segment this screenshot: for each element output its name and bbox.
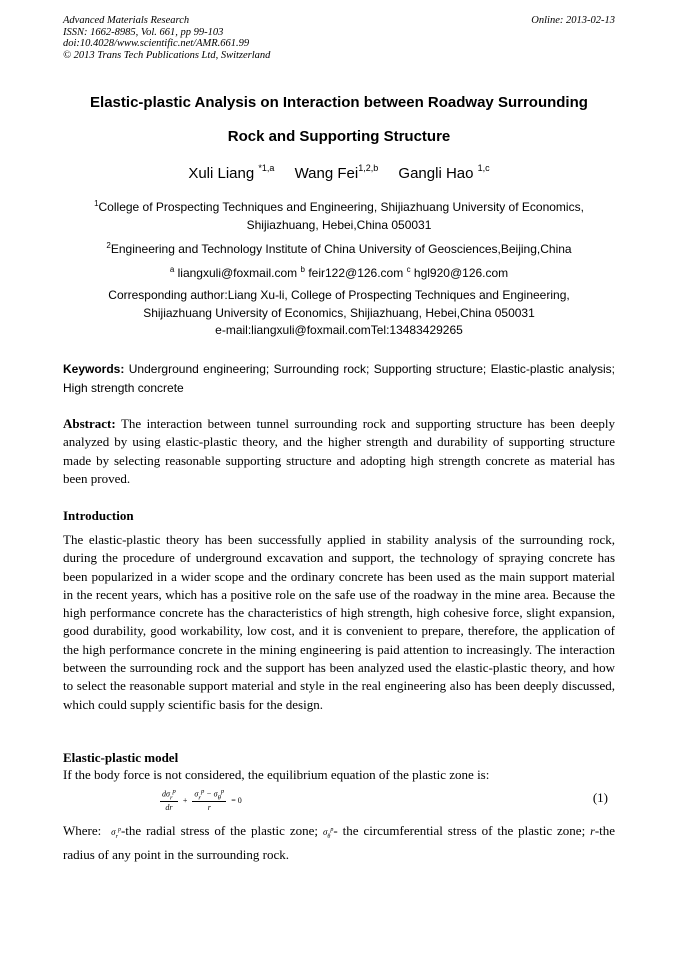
copyright-line: © 2013 Trans Tech Publications Ltd, Switzerland bbox=[63, 49, 271, 61]
author bbox=[295, 165, 379, 182]
section-heading-introduction: Introduction bbox=[63, 508, 134, 523]
where-paragraph bbox=[63, 821, 615, 864]
equation-fraction: $\frac{\sigma_r^p - \sigma_\theta^p}{r}$ bbox=[194, 788, 225, 813]
corresponding-author bbox=[60, 287, 618, 340]
issn-line: ISSN: 1662-8985, Vol. 661, pp 99-103 bbox=[63, 26, 224, 38]
email-line bbox=[60, 261, 618, 283]
corresponding-line: e-mail:liangxuli@foxmail.comTel:13483429265 bbox=[215, 323, 463, 337]
journal-header bbox=[63, 15, 615, 61]
email-sup: a bbox=[169, 265, 175, 274]
email-sup: c bbox=[406, 265, 411, 274]
affil-sup: 2 bbox=[106, 241, 111, 250]
section-heading-model: Elastic-plastic model bbox=[63, 750, 179, 765]
author-affil-sup: 1,c bbox=[477, 163, 490, 173]
model-paragraph: If the body force is not considered, the equilibrium equation of the plastic zone is: bbox=[63, 767, 490, 782]
affil-sup: 1 bbox=[94, 199, 99, 208]
keywords bbox=[63, 360, 615, 398]
symbol-sigma-r: $\sigma_r^p$ bbox=[111, 827, 121, 840]
author-list bbox=[40, 158, 638, 184]
equation-1: $\frac{d\sigma_r^p}{dr}$ + $\frac{\sigma_r^p - \sigma_\theta^p}{r}$ = 0 bbox=[162, 788, 242, 813]
author-name: Wang Fei bbox=[294, 165, 359, 182]
email-link[interactable]: hgl920@126.com bbox=[413, 266, 509, 280]
keywords-text: Underground engineering; Surrounding rock; Supporting structure; Elastic-plastic analysis; High strength concrete bbox=[63, 362, 615, 395]
equation-number: (1) bbox=[592, 790, 608, 805]
corresponding-line: Shijiazhuang University of Economics, Shijiazhuang, Hebei,China 050031 bbox=[143, 305, 535, 320]
affil-text: Engineering and Technology Institute of China University of Geosciences,Beijing,China bbox=[110, 242, 572, 256]
affil-text: College of Prospecting Techniques and Engineering, Shijiazhuang University of Economics, bbox=[98, 200, 584, 214]
email-link[interactable]: liangxuli@foxmail.com bbox=[177, 266, 298, 280]
symbol-r: r bbox=[590, 824, 595, 838]
where-label: Where: bbox=[63, 823, 102, 838]
author bbox=[398, 165, 489, 182]
introduction-paragraph: The elastic-plastic theory has been successfully applied in stability analysis of the surrounding rock, during the procedure of underground excavation and support, the technology of spraying concrete has been popularized in a wider scope and the ordinary concrete has been used as the main support material in the recent years, which has a positive role on the safe use of the roadway in the mine area. Because the high performance concrete has the characteristics of high strength, high cohesive force, slight expansion, good durability, good workability, low cost, and it is convenient to prepare, therefore, the application of the high performance concrete in the mining engineering is paid attention to increasingly. The interaction between the surrounding rock and the support has been analyzed used the elastic-plastic theory, and how to select the reasonable support material and style in the real engineering also has been deeply discussed, which could supply scientific basis for the design. bbox=[63, 532, 615, 712]
affiliation-1 bbox=[60, 195, 618, 234]
title-line-1: Elastic-plastic Analysis on Interaction between Roadway Surrounding bbox=[90, 94, 588, 111]
where-r-text: -the radius of any point in the surrounding rock. bbox=[63, 823, 616, 863]
where-radial-text: -the radial stress of the plastic zone; bbox=[120, 823, 319, 838]
symbol-sigma-theta: $\sigma_\theta^p$ bbox=[322, 827, 334, 840]
online-date: Online: 2013-02-13 bbox=[531, 15, 615, 26]
where-circ-text: - the circumferential stress of the plastic zone; bbox=[333, 823, 586, 838]
keywords-label: Keywords: bbox=[63, 362, 125, 376]
doi-line: doi:10.4028/www.scientific.net/AMR.661.99 bbox=[63, 38, 250, 49]
email-sup: b bbox=[300, 265, 305, 274]
abstract-text: The interaction between tunnel surrounding rock and supporting structure has been deeply analyzed by using elastic-plastic theory, and the higher strength and durability of supporting structure made by selecting reasonable supporting structure and adopting high strength concrete as material has been proved. bbox=[63, 416, 615, 486]
author-affil-sup: *1,a bbox=[258, 163, 275, 173]
abstract-label: Abstract: bbox=[63, 416, 116, 431]
journal-name: Advanced Materials Research bbox=[63, 15, 190, 26]
corresponding-line: Corresponding author:Liang Xu-li, College of Prospecting Techniques and Engineering, bbox=[108, 288, 570, 302]
title-line-2: Rock and Supporting Structure bbox=[227, 128, 451, 145]
author bbox=[188, 165, 274, 182]
author-affil-sup: 1,2,b bbox=[358, 163, 379, 173]
paper-title bbox=[40, 86, 638, 154]
affil-text: Shijiazhuang, Hebei,China 050031 bbox=[246, 217, 432, 232]
author-name: Gangli Hao bbox=[398, 165, 474, 182]
equation-fraction: $\frac{d\sigma_r^p}{dr}$ bbox=[162, 788, 176, 813]
author-name: Xuli Liang bbox=[188, 165, 255, 182]
affiliation-2 bbox=[60, 237, 618, 259]
equation-rhs: = 0 bbox=[231, 795, 242, 805]
email-link[interactable]: feir122@126.com bbox=[308, 266, 404, 280]
abstract bbox=[63, 415, 615, 488]
